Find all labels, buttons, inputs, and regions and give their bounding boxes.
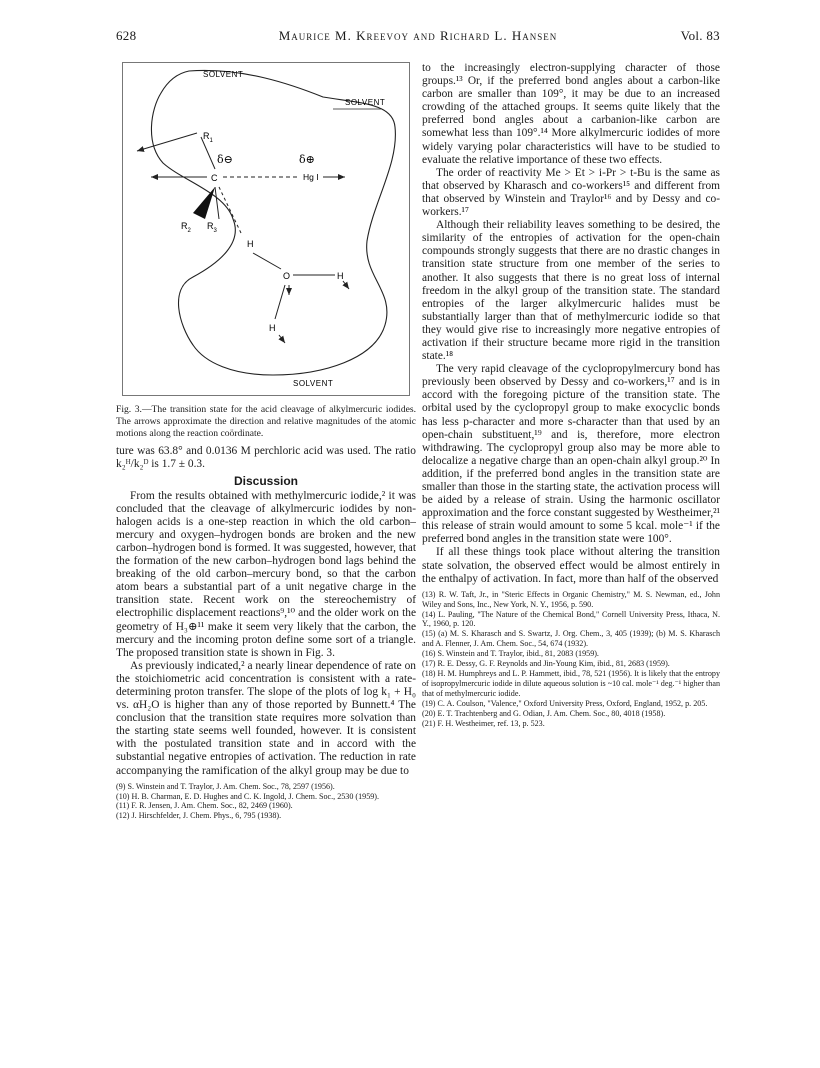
solvent-label-bottom: SOLVENT xyxy=(293,379,334,388)
section-heading-discussion: Discussion xyxy=(233,473,299,488)
r2-label: $R_2$ xyxy=(181,221,191,234)
bond-o-h-bottom xyxy=(275,285,285,319)
delta-minus-label: δ⊖ xyxy=(217,153,233,166)
oxygen-label: O xyxy=(283,271,291,281)
footnote: (12) J. Hirschfelder, J. Chem. Phys., 6, 795 (1938). xyxy=(116,811,282,821)
bond-c-r3 xyxy=(215,187,219,219)
page-number: 628 xyxy=(116,28,137,43)
bond-c-r1 xyxy=(201,137,215,169)
bond-c-h-forming xyxy=(219,187,241,233)
arrow-h-right-motion xyxy=(343,281,349,289)
left-column xyxy=(116,62,416,821)
footnote: (11) F. R. Jensen, J. Am. Chem. Soc., 82, 2469 (1960). xyxy=(116,801,293,811)
footnote: (17) R. E. Dessy, G. F. Reynolds and Jin-Young Kim, ibid., 81, 2683 (1959). xyxy=(422,659,670,669)
h-right-label: H xyxy=(337,271,344,281)
r1-label: $R_1$ xyxy=(203,131,213,144)
footnote: (21) F. H. Westheimer, ref. 13, p. 523. xyxy=(422,718,545,728)
arrow-r1-motion xyxy=(137,133,197,151)
arrow-h-bottom-motion xyxy=(279,335,285,343)
figure-caption: Fig. 3.—The transition state for the acid cleavage of alkylmercuric iodides. The arrows approximate the direction and relative magnitudes of the atomic motions along the reaction coördinate. xyxy=(116,404,416,439)
right-paragraph-2: Although their reliability leaves something to be desired, the similarity of the entropies of activation for the open-chain compounds strongly suggests that there are no drastic changes in transition state structure from one member of the series to another. It also suggests that there is no great loss of internal freedom in the alkyl group of the transition state. The standard entropies of the larger alkylmercuric halides must be substantially larger than that of methylmercuric iodide so that they would give rise to increasingly more negative entropies of activation if their structure became more rigid in the transition state.¹⁸ xyxy=(422,219,720,363)
footnote: (13) R. W. Taft, Jr., in "Steric Effects in Organic Chemistry," M. S. Newman, ed., John Wiley and Sons, Inc., New York, N. Y., 1956, p. 590. xyxy=(422,589,720,609)
footnote: (18) H. M. Humphreys and L. P. Hammett, ibid., 78, 521 (1956). It is likely that the entropy of isopropylmercuric iodide in dilute aqueous solution is ~10 cal. mole⁻¹ deg.⁻¹ higher than that of methylmercuric iodide. xyxy=(422,669,720,698)
running-header xyxy=(116,28,720,48)
volume-label: Vol. 83 xyxy=(680,28,720,43)
footnote: (20) E. T. Trachtenberg and G. Odian, J. Am. Chem. Soc., 80, 4018 (1958). xyxy=(422,708,666,718)
right-paragraph-4: If all these things took place without altering the transition state solvation, the observed effect would be almost entirely in the enthalpy of activation. In fact, more than half of the observed xyxy=(422,546,720,585)
carbon-label: C xyxy=(211,173,218,183)
transition-state-diagram xyxy=(123,63,409,395)
footnote: (14) L. Pauling, "The Nature of the Chemical Bond," Cornell University Press, Ithaca, N. Y., 1960, p. 120. xyxy=(422,609,720,629)
discussion-paragraph-1: From the results obtained with methylmercuric iodide,² it was concluded that the cleavage of alkylmercuric iodides by non-halogen acids is a one-step reaction in which the old carbon–mercury and oxygen–hydrogen bonds are broken and the new carbon–hydrogen bond is formed. It was suggested, however, that the formation of the new carbon–hydrogen bond lags behind the breaking of the old carbon–mercury bond, so that the carbon atom bears a substantial part of a unit negative charge in the transition state. Recent work on the stereochemistry of electrophilic displacement reactions⁹,¹⁰ and the older work on the geometry of H₃⊕¹¹ make it seem very likely that the carbon, the mercury and the incoming proton define some sort of a triangle. The proposed transition state is shown in Fig. 3. xyxy=(116,489,416,659)
right-paragraph-3: The very rapid cleavage of the cyclopropylmercury bond has previously been observed by Dessy and co-workers,¹⁷ and is in accord with the foregoing picture of the transition state. The orbital used by the cyclopropyl group to make exocyclic bonds has less p-character and more s-character than that used by an open-chain substituent,¹⁹ and is, therefore, more electron withdrawing. The cyclopropyl group also may be more able to delocalize a negative charge than an open-chain alkyl group.²⁰ In addition, if the preferred bond angles in the transition state are smaller than those in the starting state, the activation process will be aided by a release of strain. Using the harmonic oscillator approximation and the force constant suggested by Westheimer,²¹ this release of strain would amount to some 5 kcal. mole⁻¹ if the preferred bond angles in the transition state were 100°. xyxy=(422,363,720,546)
wedge-bond-r2-r3 xyxy=(193,187,215,219)
right-paragraph-continued: to the increasingly electron-supplying character of those groups.¹³ Or, if the preferred bond angles about a carbon-like carbon are smaller than 109°, it may be due to an increased crowding of the attached groups. It seems quite likely that the preferred bond angles about a carbanion-like carbon are somewhat less than 109°.¹⁴ More alkylmercuric iodides of more widely varying polar characteristics will have to be studied to evaluate the relative importance of these two effects. xyxy=(422,62,720,166)
left-paragraph-continued: ture was 63.8° and 0.0136 M perchloric acid was used. The ratio k₂ᴴ/k₂ᴰ is 1.7 ± 0.3. xyxy=(116,445,416,471)
footnote: (15) (a) M. S. Kharasch and S. Swartz, J. Org. Chem., 3, 405 (1939); (b) M. S. Kharasch and A. Flenner, J. Am. Chem. Soc., 54, 674 (1932). xyxy=(422,629,720,649)
right-column xyxy=(422,62,720,728)
figure-3 xyxy=(122,62,410,396)
solvent-label-right: SOLVENT xyxy=(345,98,386,107)
footnote: (19) C. A. Coulson, "Valence," Oxford University Press, Oxford, England, 1952, p. 205. xyxy=(422,698,708,708)
h-bottom-label: H xyxy=(269,323,276,333)
bond-h-o xyxy=(253,253,281,269)
footnote: (16) S. Winstein and T. Traylor, ibid., 81, 2083 (1959). xyxy=(422,649,599,659)
right-footnotes xyxy=(422,590,720,729)
right-paragraph-1: The order of reactivity Me > Et > i-Pr > t-Bu is the same as that observed by Kharasch and co-workers¹⁵ and different from that observed by Winstein and Traylor¹⁶ and by Dessy and co-workers.¹⁷ xyxy=(422,166,720,219)
left-footnotes xyxy=(116,782,416,822)
r3-label: $R_3$ xyxy=(207,221,217,234)
solvent-label-top: SOLVENT xyxy=(203,70,244,79)
discussion-paragraph-2: As previously indicated,² a nearly linear dependence of rate on the stoichiometric acid concentration is consistent with a rate-determining proton transfer. The slope of the plots of log k₁ + H₀ vs. αH₂O is higher than any of those reported by Bunnett.⁴ The conclusion that the transition state requires more solvation than the starting state seems well founded, however. It is consistent with the postulated transition state and in accord with the substantial negative entropies of activation. The reduction in rate accompanying the ramification of the alkyl group may be due to xyxy=(116,659,416,777)
footnote: (9) S. Winstein and T. Traylor, J. Am. Chem. Soc., 78, 2597 (1956). xyxy=(116,781,335,791)
running-authors: Maurice M. Kreevoy and Richard L. Hansen xyxy=(278,28,558,43)
hg-i-label: Hg I xyxy=(303,172,319,182)
delta-plus-label: δ⊕ xyxy=(299,153,315,166)
h-transfer-label: H xyxy=(247,239,254,249)
footnote: (10) H. B. Charman, E. D. Hughes and C. K. Ingold, J. Chem. Soc., 2530 (1959). xyxy=(116,791,380,801)
